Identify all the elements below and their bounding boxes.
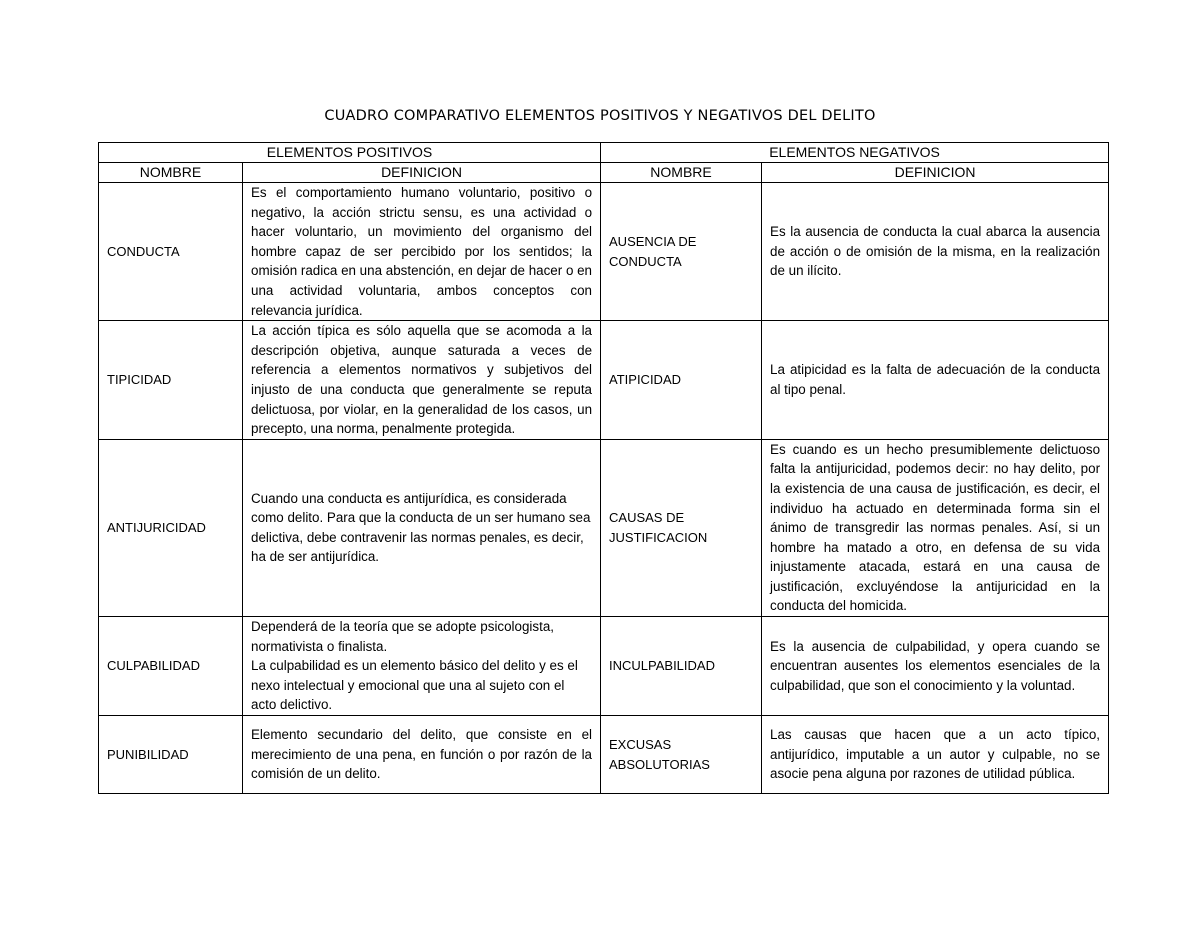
positive-definition-cell: Es el comportamiento humano voluntario, positivo o negativo, la acción strictu sensu, es una actividad o hacer voluntario, un movimiento del organismo del hombre capaz de ser percibido por los sentidos; la omisión radica en una abstención, en dejar de hacer o en una actividad voluntaria, ambos conceptos con relevancia jurídica. [243,183,601,321]
table-row [99,439,1109,616]
negative-definition-cell: Las causas que hacen que a un acto típico, antijurídico, imputable a un autor y culpable, no se asocie pena alguna por razones de utilidad pública. [762,716,1109,794]
positive-definition-cell [243,617,601,716]
negative-name-cell: EXCUSAS ABSOLUTORIAS [601,716,762,794]
negative-name-cell: AUSENCIA DE CONDUCTA [601,183,762,321]
negative-name-header: NOMBRE [601,163,762,183]
negative-definition-cell: Es la ausencia de conducta la cual abarca la ausencia de acción o de omisión de la misma, en la realización de un ilícito. [762,183,1109,321]
group-header-row [99,143,1109,163]
table-row [99,716,1109,794]
positive-definition-header: DEFINICION [243,163,601,183]
positive-name-cell: PUNIBILIDAD [99,716,243,794]
comparison-table [98,142,1109,794]
negative-definition-cell: Es cuando es un hecho presumiblemente delictuoso falta la antijuricidad, podemos decir: no hay delito, por la existencia de una causa de justificación, es decir, el individuo ha actuado en determinada forma sin el ánimo de transgredir las normas penales. Así, si un hombre ha matado a otro, en defensa de su vida injustamente atacada, estará en una causa de justificación, excluyéndose la antijuricidad en la conducta del homicida. [762,439,1109,616]
negative-name-cell: ATIPICIDAD [601,321,762,440]
table-row [99,617,1109,716]
negative-name-cell: CAUSAS DE JUSTIFICACION [601,439,762,616]
positive-definition-cell: Cuando una conducta es antijurídica, es considerada como delito. Para que la conducta de un ser humano sea delictiva, debe contravenir las normas penales, es decir, ha de ser antijurídica. [243,439,601,616]
positive-elements-header: ELEMENTOS POSITIVOS [99,143,601,163]
column-header-row [99,163,1109,183]
negative-definition-cell: Es la ausencia de culpabilidad, y opera cuando se encuentran ausentes los elementos esenciales de la culpabilidad, que son el conocimiento y la voluntad. [762,617,1109,716]
definition-paragraph: La culpabilidad es un elemento básico del delito y es el nexo intelectual y emocional que una al sujeto con el acto delictivo. [251,658,578,713]
negative-definition-header: DEFINICION [762,163,1109,183]
negative-elements-header: ELEMENTOS NEGATIVOS [601,143,1109,163]
positive-name-cell: TIPICIDAD [99,321,243,440]
positive-name-cell: CULPABILIDAD [99,617,243,716]
positive-name-cell: CONDUCTA [99,183,243,321]
positive-definition-cell: Elemento secundario del delito, que consiste en el merecimiento de una pena, en función o por razón de la comisión de un delito. [243,716,601,794]
positive-name-header: NOMBRE [99,163,243,183]
document-title: CUADRO COMPARATIVO ELEMENTOS POSITIVOS Y NEGATIVOS DEL DELITO [324,108,876,124]
table-row [99,183,1109,321]
positive-name-cell: ANTIJURICIDAD [99,439,243,616]
negative-name-cell: INCULPABILIDAD [601,617,762,716]
negative-definition-cell: La atipicidad es la falta de adecuación de la conducta al tipo penal. [762,321,1109,440]
definition-paragraph: Dependerá de la teoría que se adopte psicologista, normativista o finalista. [251,619,554,654]
positive-definition-cell: La acción típica es sólo aquella que se acomoda a la descripción objetiva, aunque saturada a veces de referencia a elementos normativos y subjetivos del injusto de una conducta que generalmente se reputa delictuosa, por violar, en la generalidad de los casos, un precepto, una norma, penalmente protegida. [243,321,601,440]
table-row [99,321,1109,440]
